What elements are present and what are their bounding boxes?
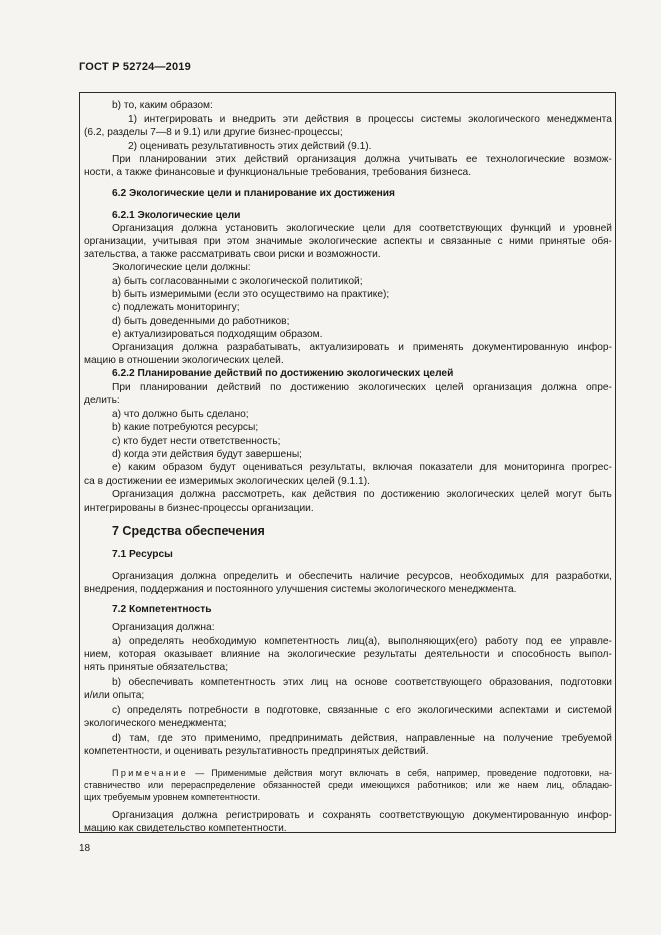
text-line: Организация должна: <box>112 622 215 633</box>
text-line: щих требуемым уровнем компетентности. <box>84 792 261 802</box>
text-line: Примечание — Применимые действия могут включать в себя, например, проведение подготовки, на- <box>112 768 612 778</box>
text-line: 6.2 Экологические цели и планирование их достижения <box>112 188 396 199</box>
text-line: a) что должно быть сделано; <box>112 409 249 420</box>
text-line: ности, а также финансовые и функциональные требования, требования бизнеса. <box>84 167 472 178</box>
text-line: 7.2 Компетентность <box>112 604 212 615</box>
text-line: и/или опыта; <box>84 690 145 701</box>
text-line: 6.2.1 Экологические цели <box>112 210 241 221</box>
text-line: са в достижении ее измеримых экологических целей (9.1.1). <box>84 476 370 487</box>
text-line: нием, которая оказывает влияние на экологические результаты деятельности и способность выпол- <box>84 649 612 660</box>
text-line: (6.2, разделы 7—8 и 9.1) или другие бизнес-процессы; <box>84 127 343 138</box>
text-line: При планировании этих действий организация должна учитывать ее технологические возмож- <box>112 154 612 165</box>
text-line: b) обеспечивать компетентность этих лиц на основе соответствующего образования, подготовки <box>112 677 612 688</box>
text-line: d) когда эти действия будут завершены; <box>112 449 302 460</box>
text-line: мацию как свидетельство компетентности. <box>84 823 287 834</box>
text-line: организации, учитывая при этом значимые экологические аспекты и связанные с ними принятые обя- <box>84 236 612 247</box>
text-line: 1) интегрировать и внедрить эти действия в процессы системы экологического менеджмента <box>128 114 612 125</box>
text-line: 6.2.2 Планирование действий по достижению экологических целей <box>112 368 454 379</box>
page-number: 18 <box>79 843 91 854</box>
text-line: e) актуализироваться подходящим образом. <box>112 329 323 340</box>
text-line: Экологические цели должны: <box>112 262 251 273</box>
text-line: d) там, где это применимо, предпринимать действия, направленные на получение требуемой <box>112 733 612 744</box>
text-line: b) какие потребуются ресурсы; <box>112 422 259 433</box>
text-line: Организация должна определить и обеспечить наличие ресурсов, необходимых для разработки, <box>112 571 612 582</box>
text-line: Организация должна разрабатывать, актуализировать и применять документированную инфор- <box>112 342 612 353</box>
text-line: c) определять потребности в подготовке, связанные с его экологическими аспектами и системой <box>112 705 612 716</box>
text-line: При планировании действий по достижению экологических целей организация должна опре- <box>112 382 612 393</box>
text-line: a) определять необходимую компетентность лиц(а), выполняющих(его) работу под ее управле- <box>112 636 612 647</box>
text-line: 7.1 Ресурсы <box>112 549 173 560</box>
text-line: зательства, а также рассматривать свои риски и возможности. <box>84 249 381 260</box>
text-line: a) быть согласованными с экологической политикой; <box>112 276 363 287</box>
text-line: интегрированы в бизнес-процессы организации. <box>84 503 314 514</box>
text-line: нять принятые обязательства; <box>84 662 229 673</box>
text-line: Организация должна регистрировать и сохранять соответствующую документированную инфор- <box>112 810 612 821</box>
text-line: d) быть доведенными до работников; <box>112 316 290 327</box>
text-line: 7 Средства обеспечения <box>112 524 265 538</box>
text-line: Организация должна рассмотреть, как действия по достижению экологических целей могут быть <box>112 489 612 500</box>
text-line: внедрения, поддержания и постоянного улучшения системы экологического менеджмента. <box>84 584 517 595</box>
text-line: мацию в отношении экологических целей. <box>84 355 284 366</box>
text-line: c) подлежать мониторингу; <box>112 302 240 313</box>
text-line: 2) оценивать результативность этих действий (9.1). <box>128 141 372 152</box>
text-line: компетентности, и оценивать результативность предпринятых действий. <box>84 746 429 757</box>
text-line: b) то, каким образом: <box>112 100 213 111</box>
text-line: Организация должна установить экологические цели для соответствующих функций и уровней <box>112 223 612 234</box>
text-line: e) каким образом будут оцениваться результаты, включая показатели для мониторинга прогрес- <box>112 462 612 473</box>
text-line: c) кто будет нести ответственность; <box>112 436 281 447</box>
document-header: ГОСТ Р 52724—2019 <box>79 61 191 73</box>
text-line: делить: <box>84 395 120 406</box>
text-line: ставничество или перераспределение обязанностей среди имеющихся работников; или же наем лиц, обладаю- <box>84 780 612 790</box>
text-line: b) быть измеримыми (если это осуществимо на практике); <box>112 289 390 300</box>
text-line: экологического менеджмента; <box>84 718 227 729</box>
